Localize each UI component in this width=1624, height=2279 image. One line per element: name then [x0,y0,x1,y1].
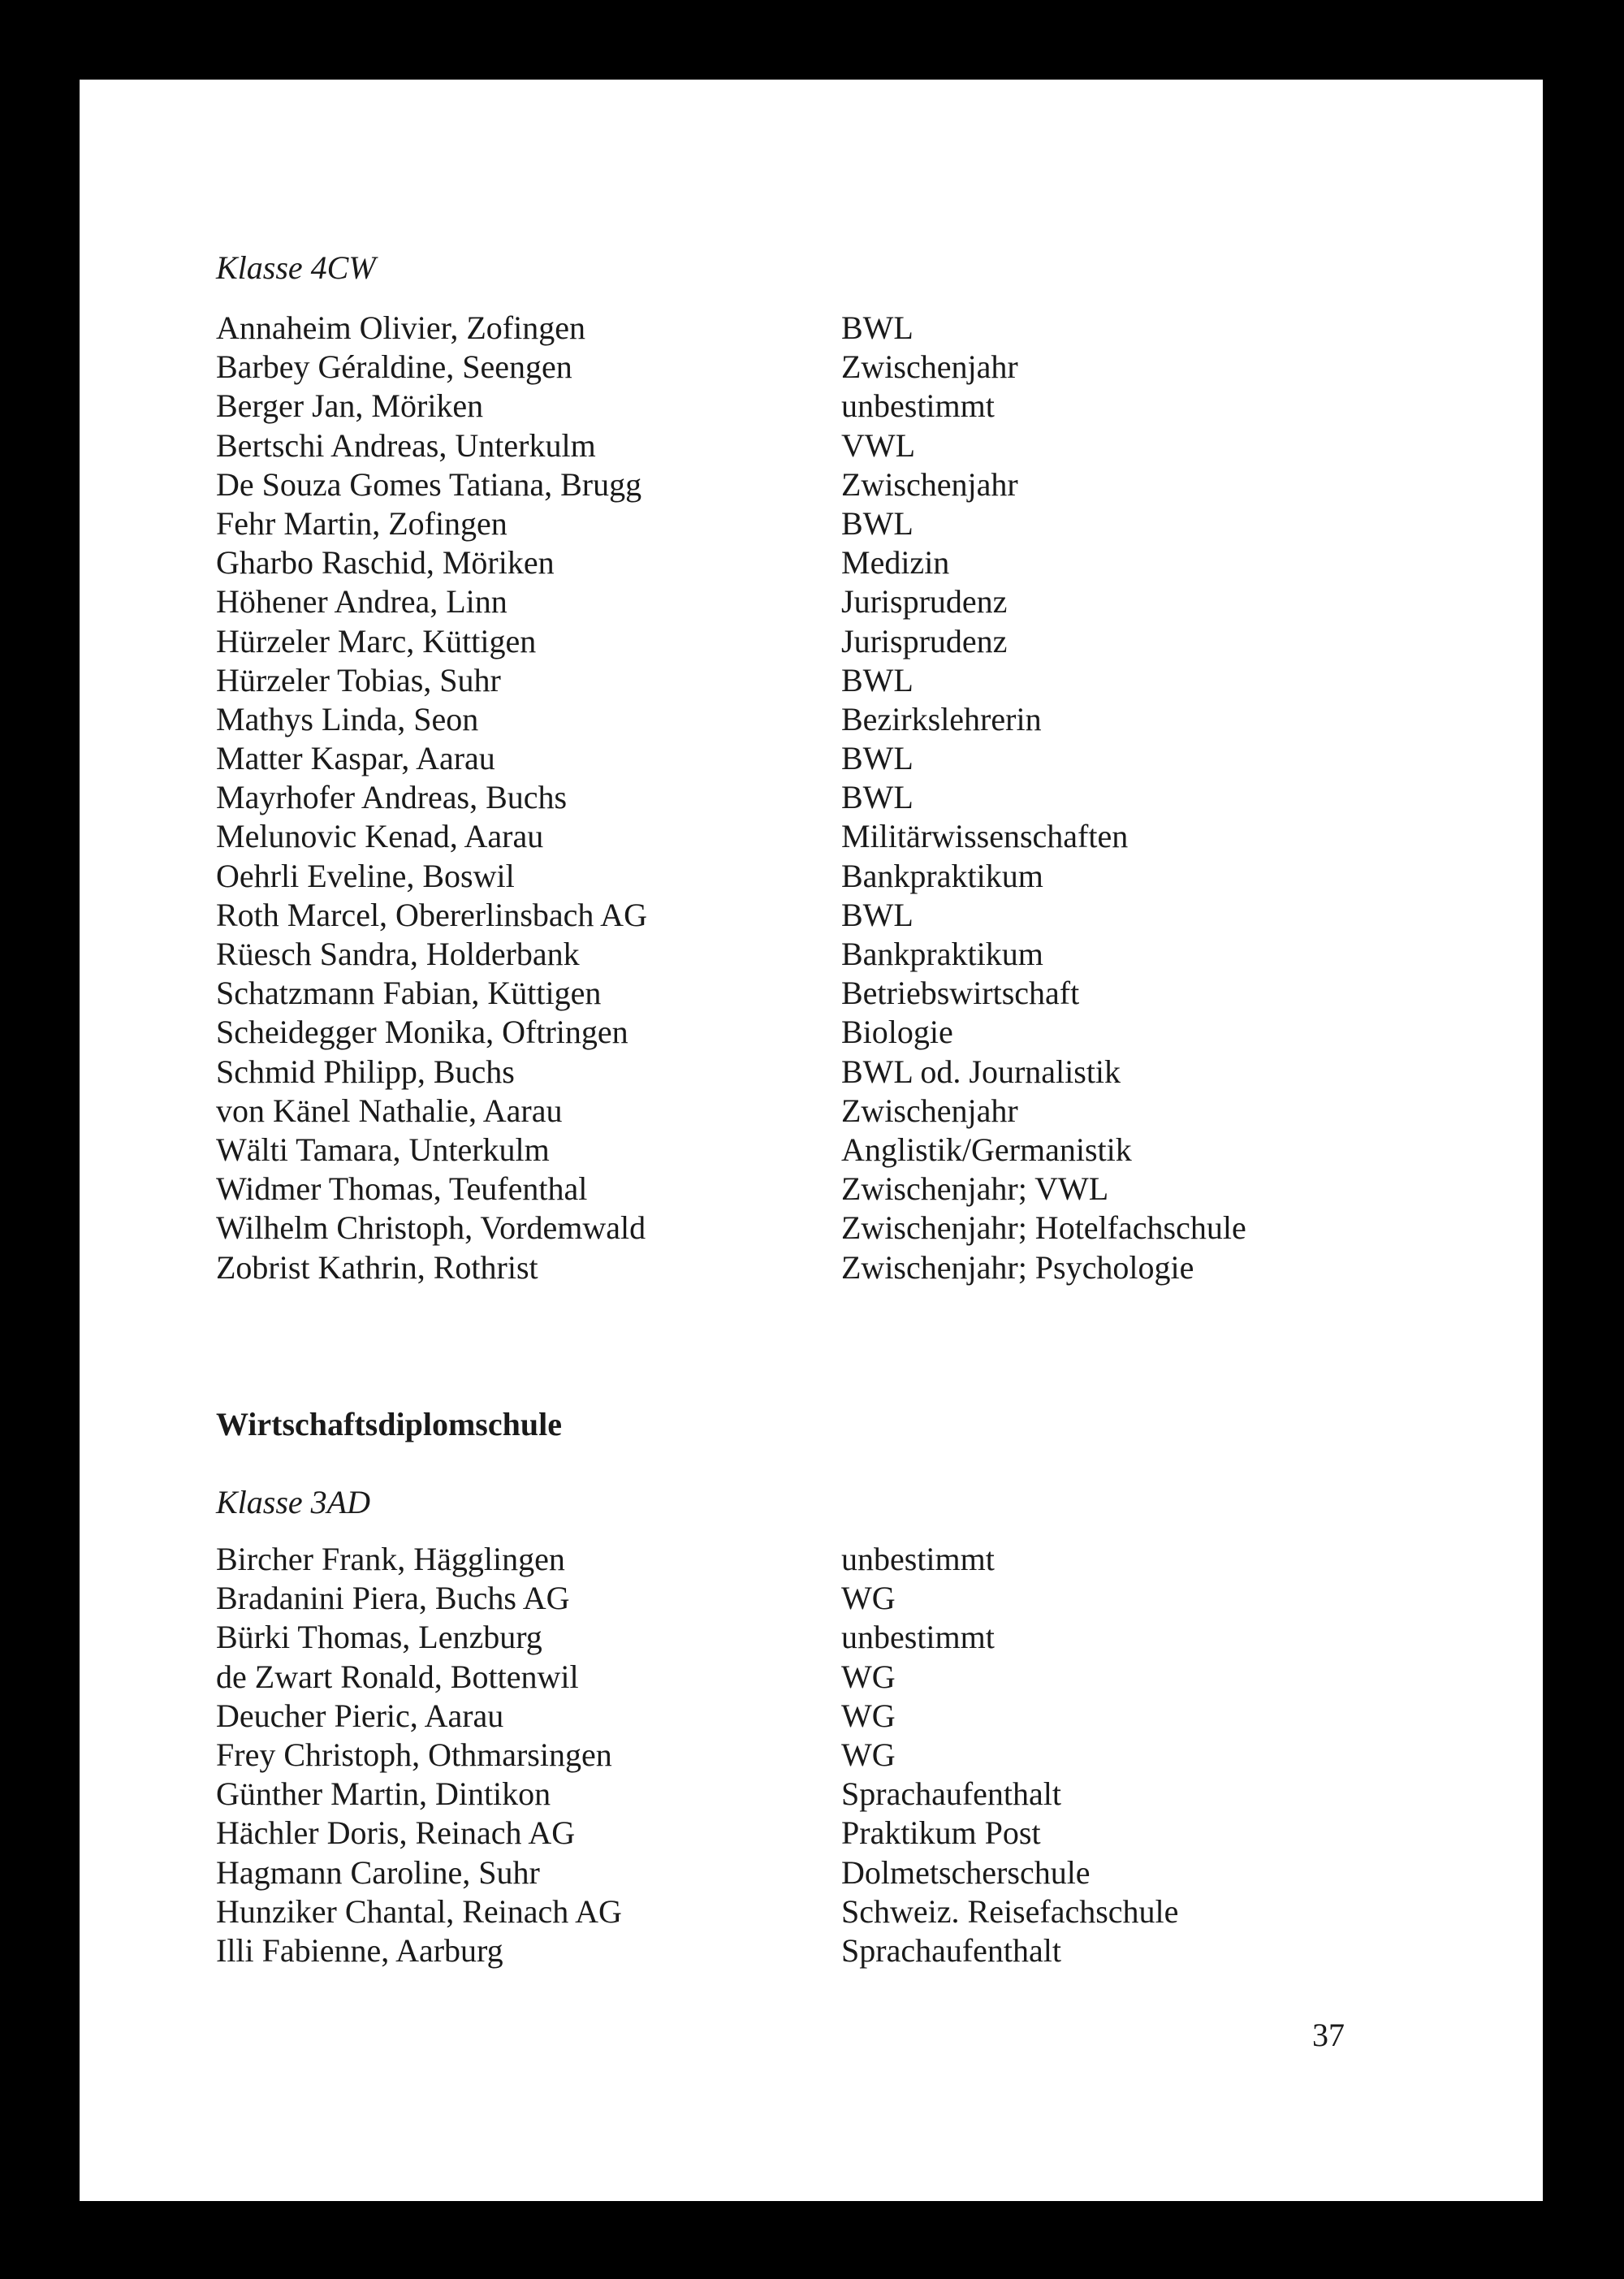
student-name: Bertschi Andreas, Unterkulm [216,426,596,464]
student-plan: unbestimmt [841,1541,995,1577]
student-row [216,1092,1434,1131]
student-row [216,974,1434,1013]
student-row [216,661,1434,700]
class-heading-3ad: Klasse 3AD [216,1484,370,1520]
student-row [216,739,1434,778]
student-name: Barbey Géraldine, Seengen [216,348,572,386]
student-name: Rüesch Sandra, Holderbank [216,936,580,972]
student-plan: Zwischenjahr [841,465,1018,503]
section-title-wirtschaftsdiplomschule: Wirtschaftsdiplomschule [216,1406,562,1442]
student-row [216,582,1434,621]
student-name: von Känel Nathalie, Aarau [216,1092,563,1129]
student-row [216,1209,1434,1248]
student-name: Hagmann Caroline, Suhr [216,1853,540,1891]
student-row [216,426,1434,465]
student-plan: Jurisprudenz [841,583,1008,621]
student-plan: WG [841,1580,896,1617]
student-plan: BWL [841,779,914,816]
student-row [216,896,1434,935]
student-row [216,1131,1434,1170]
document-page [80,80,1543,2201]
student-row [216,1775,1434,1814]
student-row [216,857,1434,896]
student-plan: Zwischenjahr [841,1092,1018,1129]
student-row [216,348,1434,387]
student-plan: BWL [841,740,914,777]
student-name: Wilhelm Christoph, Vordemwald [216,1209,646,1247]
student-plan: Zwischenjahr; Hotelfachschule [841,1209,1246,1247]
student-plan: Zwischenjahr; VWL [841,1170,1109,1208]
student-plan: Betriebswirtschaft [841,975,1080,1012]
student-name: Annaheim Olivier, Zofingen [216,309,585,346]
student-name: Hächler Doris, Reinach AG [216,1814,576,1852]
student-name: Widmer Thomas, Teufenthal [216,1170,588,1208]
student-plan: unbestimmt [841,387,995,425]
student-row [216,935,1434,974]
student-name: De Souza Gomes Tatiana, Brugg [216,465,642,503]
student-plan: WG [841,1697,896,1734]
student-plan: WG [841,1658,896,1695]
student-plan: Schweiz. Reisefachschule [841,1892,1179,1930]
student-row [216,1892,1434,1931]
student-plan: Anglistik/Germanistik [841,1131,1132,1168]
student-name: Hürzeler Marc, Küttigen [216,622,537,659]
student-name: Bradanini Piera, Buchs AG [216,1580,570,1617]
student-name: Wälti Tamara, Unterkulm [216,1131,550,1168]
student-name: Melunovic Kenad, Aarau [216,818,544,855]
student-plan: VWL [841,426,916,464]
student-list-3ad [216,1540,1434,1970]
student-row [216,543,1434,582]
student-row [216,817,1434,856]
student-name: Gharbo Raschid, Möriken [216,544,555,582]
student-row [216,1853,1434,1892]
student-plan: BWL [841,309,914,346]
student-name: Scheidegger Monika, Oftringen [216,1014,628,1051]
student-plan: WG [841,1736,896,1773]
student-plan: Bankpraktikum [841,857,1043,894]
student-plan: Sprachaufenthalt [841,1775,1061,1813]
student-name: Zobrist Kathrin, Rothrist [216,1248,538,1286]
student-plan: Bankpraktikum [841,936,1043,972]
student-name: Schatzmann Fabian, Küttigen [216,975,602,1012]
student-row [216,1736,1434,1775]
student-name: de Zwart Ronald, Bottenwil [216,1658,579,1695]
class-heading-4cw: Klasse 4CW [216,249,376,286]
student-plan: Militärwissenschaften [841,818,1129,855]
student-name: Oehrli Eveline, Boswil [216,857,515,894]
student-row [216,1931,1434,1970]
student-plan: Praktikum Post [841,1814,1041,1852]
student-plan: Medizin [841,544,950,582]
student-row [216,1170,1434,1209]
student-name: Deucher Pieric, Aarau [216,1697,504,1734]
student-name: Mathys Linda, Seon [216,700,479,737]
student-row [216,309,1434,348]
student-plan: BWL [841,896,914,933]
student-row [216,778,1434,817]
student-name: Bürki Thomas, Lenzburg [216,1619,542,1656]
student-plan: BWL [841,504,914,542]
student-row [216,1248,1434,1287]
student-row [216,1618,1434,1657]
student-name: Hunziker Chantal, Reinach AG [216,1892,622,1930]
student-row [216,1697,1434,1736]
student-name: Roth Marcel, Obererlinsbach AG [216,896,647,933]
student-row [216,1540,1434,1579]
student-name: Berger Jan, Möriken [216,387,484,425]
student-plan: Biologie [841,1014,953,1051]
student-plan: Jurisprudenz [841,622,1008,659]
student-list-4cw [216,309,1434,1287]
student-plan: BWL [841,661,914,698]
student-name: Hürzeler Tobias, Suhr [216,661,501,698]
student-plan: Dolmetscherschule [841,1853,1091,1891]
student-row [216,1814,1434,1853]
student-row [216,1579,1434,1618]
student-name: Günther Martin, Dintikon [216,1775,551,1813]
student-name: Illi Fabienne, Aarburg [216,1931,503,1969]
student-plan: Bezirkslehrerin [841,700,1042,737]
student-name: Bircher Frank, Hägglingen [216,1541,565,1577]
student-plan: BWL od. Journalistik [841,1053,1121,1090]
student-plan: Sprachaufenthalt [841,1931,1061,1969]
student-name: Schmid Philipp, Buchs [216,1053,515,1090]
student-name: Fehr Martin, Zofingen [216,504,508,542]
student-name: Matter Kaspar, Aarau [216,740,495,777]
student-plan: unbestimmt [841,1619,995,1656]
student-row [216,700,1434,739]
student-name: Frey Christoph, Othmarsingen [216,1736,612,1773]
student-row [216,504,1434,543]
student-row [216,1658,1434,1697]
student-row [216,465,1434,504]
student-row [216,622,1434,661]
page-number: 37 [1312,2017,1345,2053]
student-row [216,1053,1434,1092]
student-row [216,387,1434,426]
student-name: Höhener Andrea, Linn [216,583,508,621]
student-plan: Zwischenjahr [841,348,1018,386]
student-row [216,1013,1434,1052]
student-plan: Zwischenjahr; Psychologie [841,1248,1194,1286]
student-name: Mayrhofer Andreas, Buchs [216,779,568,816]
